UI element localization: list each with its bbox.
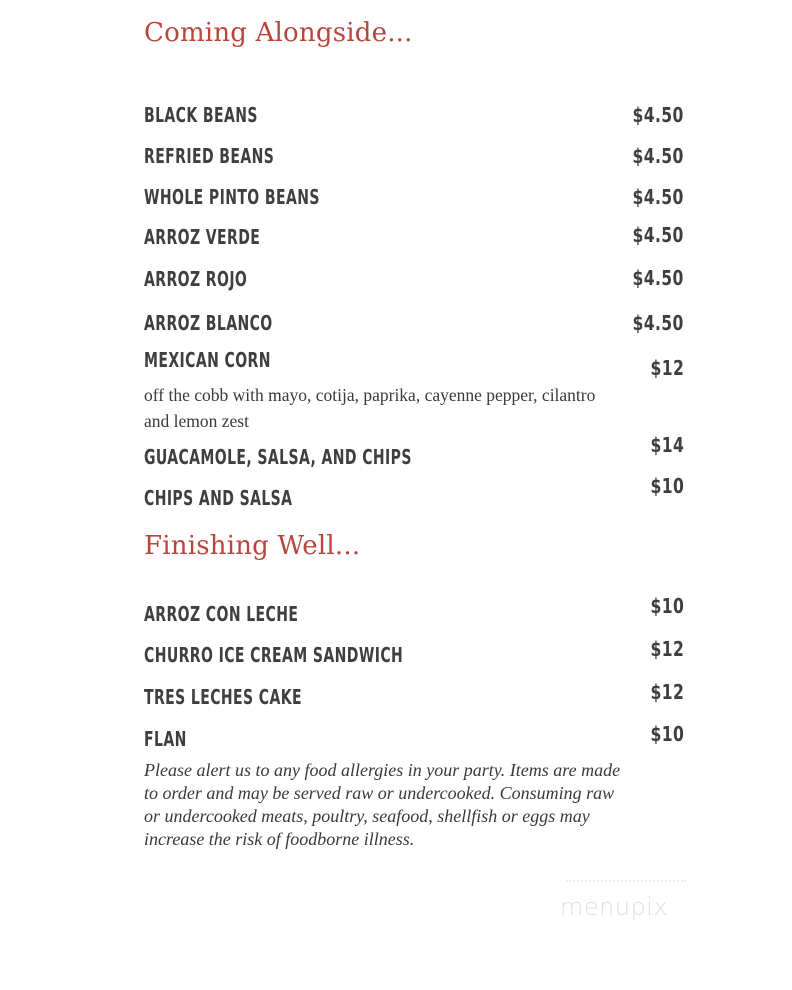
menu-item-name: WHOLE PINTO BEANS [144,185,320,209]
menu-item-description: off the cobb with mayo, cotija, paprika, cayenne pepper, cilantro and lemon zest [144,385,596,431]
menu-item-name: ARROZ BLANCO [144,311,273,335]
menu-item-price: $12 [650,637,684,661]
menu-item-name: FLAN [144,727,187,751]
menu-item-price: $4.50 [632,103,684,127]
menu-item-name: GUACAMOLE, SALSA, AND CHIPS [144,445,412,469]
menu-item-name: CHIPS AND SALSA [144,486,293,510]
section-title-sides: Coming Alongside... [144,18,413,48]
menu-item-name: ARROZ CON LECHE [144,602,299,626]
menu-item-price: $4.50 [632,144,684,168]
menu-item-name: BLACK BEANS [144,103,258,127]
menu-item-price: $12 [650,356,684,380]
menu-item-name: ARROZ VERDE [144,225,261,249]
menu-item-price: $4.50 [632,266,684,290]
menu-item-name: REFRIED BEANS [144,144,275,168]
menu-item-price: $4.50 [632,311,684,335]
menu-item-price: $10 [650,594,684,618]
section-title-desserts: Finishing Well... [144,531,361,561]
menu-item-name: ARROZ ROJO [144,267,248,291]
menu-item-price: $10 [650,722,684,746]
menu-item-name: CHURRO ICE CREAM SANDWICH [144,643,404,667]
menu-item-name: TRES LECHES CAKE [144,685,302,709]
watermark-divider [566,880,686,886]
menu-item-price: $12 [650,680,684,704]
menu-item-price: $4.50 [632,185,684,209]
allergy-disclaimer: Please alert us to any food allergies in your party. Items are made to order and may be served raw or undercooked. Consuming raw or undercooked meats, poultry, seafood, shellfish or eggs may increase the risk of foodborne illness. [144,760,621,849]
watermark-logo: menupix [560,893,669,921]
menu-item-price: $10 [650,474,684,498]
menu-item-price: $14 [650,433,684,457]
menu-item-name: MEXICAN CORN [144,348,271,372]
menu-item-price: $4.50 [632,223,684,247]
